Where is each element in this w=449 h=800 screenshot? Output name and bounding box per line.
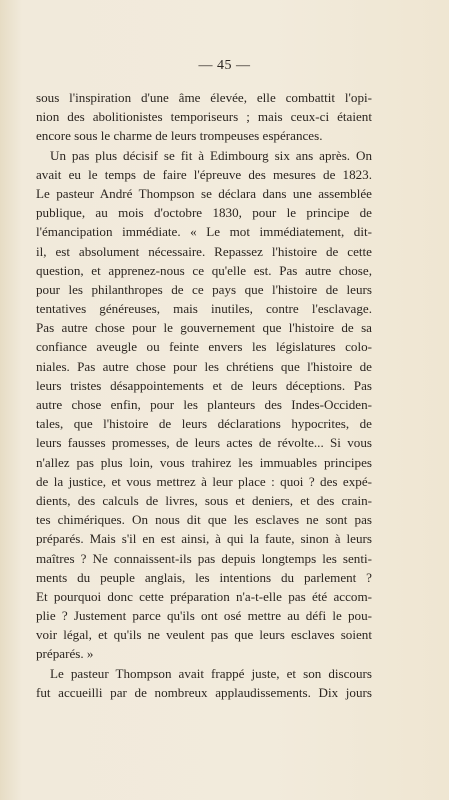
text-line: Pas autre chose pour le gouvernement que l'histoire de sa	[36, 320, 372, 336]
text-line: pour les philanthropes de ce pays que l'histoire de leurs	[36, 281, 372, 297]
text-line: dients, des calculs de livres, sous et deniers, et des crain-	[36, 492, 372, 508]
text-line: Et pourquoi donc cette préparation n'a-t-elle pas été accom-	[36, 588, 372, 604]
text-line: nion des abolitionistes temporiseurs ; mais ceux-ci étaient	[36, 109, 372, 125]
text-line: Un pas plus décisif se fit à Edimbourg six ans après. On	[50, 147, 372, 163]
text-line: préparés. Mais s'il en est ainsi, à qui la faute, sinon à leurs	[36, 531, 372, 547]
body-text	[36, 88, 372, 702]
text-line: l'émancipation immédiate. « Le mot immédiatement, dit-	[36, 224, 372, 240]
text-line: publique, au mois d'octobre 1830, pour le principe de	[36, 205, 372, 221]
text-line: tales, que l'histoire de leurs déclarations hypocrites, de	[36, 416, 372, 432]
text-line: tes chimériques. On nous dit que les esclaves ne sont pas	[36, 512, 372, 528]
text-line: maîtres ? Ne connaissent-ils pas depuis longtemps les senti-	[36, 550, 372, 566]
text-line: voir légal, et qu'ils ne veulent pas que leurs esclaves soient	[36, 627, 372, 643]
text-line: confiance aveugle ou feinte envers les législatures colo-	[36, 339, 372, 355]
text-line: de la justice, et vous mettrez à leur place : quoi ? des expé-	[36, 473, 372, 489]
text-line: sous l'inspiration d'une âme élevée, elle combattit l'opi-	[36, 90, 372, 105]
text-line: fut accueilli par de nombreux applaudissements. Dix jours	[36, 684, 372, 700]
text-line: niales. Pas autre chose pour les chrétiens que l'histoire de	[36, 358, 372, 374]
text-line: il, est absolument nécessaire. Repassez l'histoire de cette	[36, 243, 372, 259]
text-line: autre chose enfin, pour les planteurs des Indes-Occiden-	[36, 397, 372, 412]
text-line: encore sous le charme de leurs trompeuses espérances.	[36, 128, 323, 144]
text-line: leurs fausses promesses, de leurs actes de révolte... Si vous	[36, 435, 372, 451]
text-line: Le pasteur André Thompson se déclara dans une assemblée	[36, 185, 372, 201]
text-line: n'allez pas plus loin, vous trahirez les immuables principes	[36, 454, 372, 470]
text-line: plie ? Justement parce qu'ils ont osé mettre au défi le pou-	[36, 608, 372, 624]
text-line: tentatives généreuses, mais inutiles, contre l'esclavage.	[36, 301, 372, 317]
text-line: préparés. »	[36, 646, 94, 662]
page-number: — 45 —	[198, 58, 251, 73]
text-line: avait eu le temps de faire l'épreuve des mesures de 1823.	[36, 166, 372, 182]
text-line: ments du peuple anglais, les intentions du parlement ?	[36, 569, 372, 585]
text-line: leurs tristes désappointements et de leurs déceptions. Pas	[36, 377, 372, 393]
text-line: question, et apprenez-nous ce qu'elle est. Pas autre chose,	[36, 262, 372, 278]
text-line: Le pasteur Thompson avait frappé juste, et son discours	[50, 665, 372, 681]
